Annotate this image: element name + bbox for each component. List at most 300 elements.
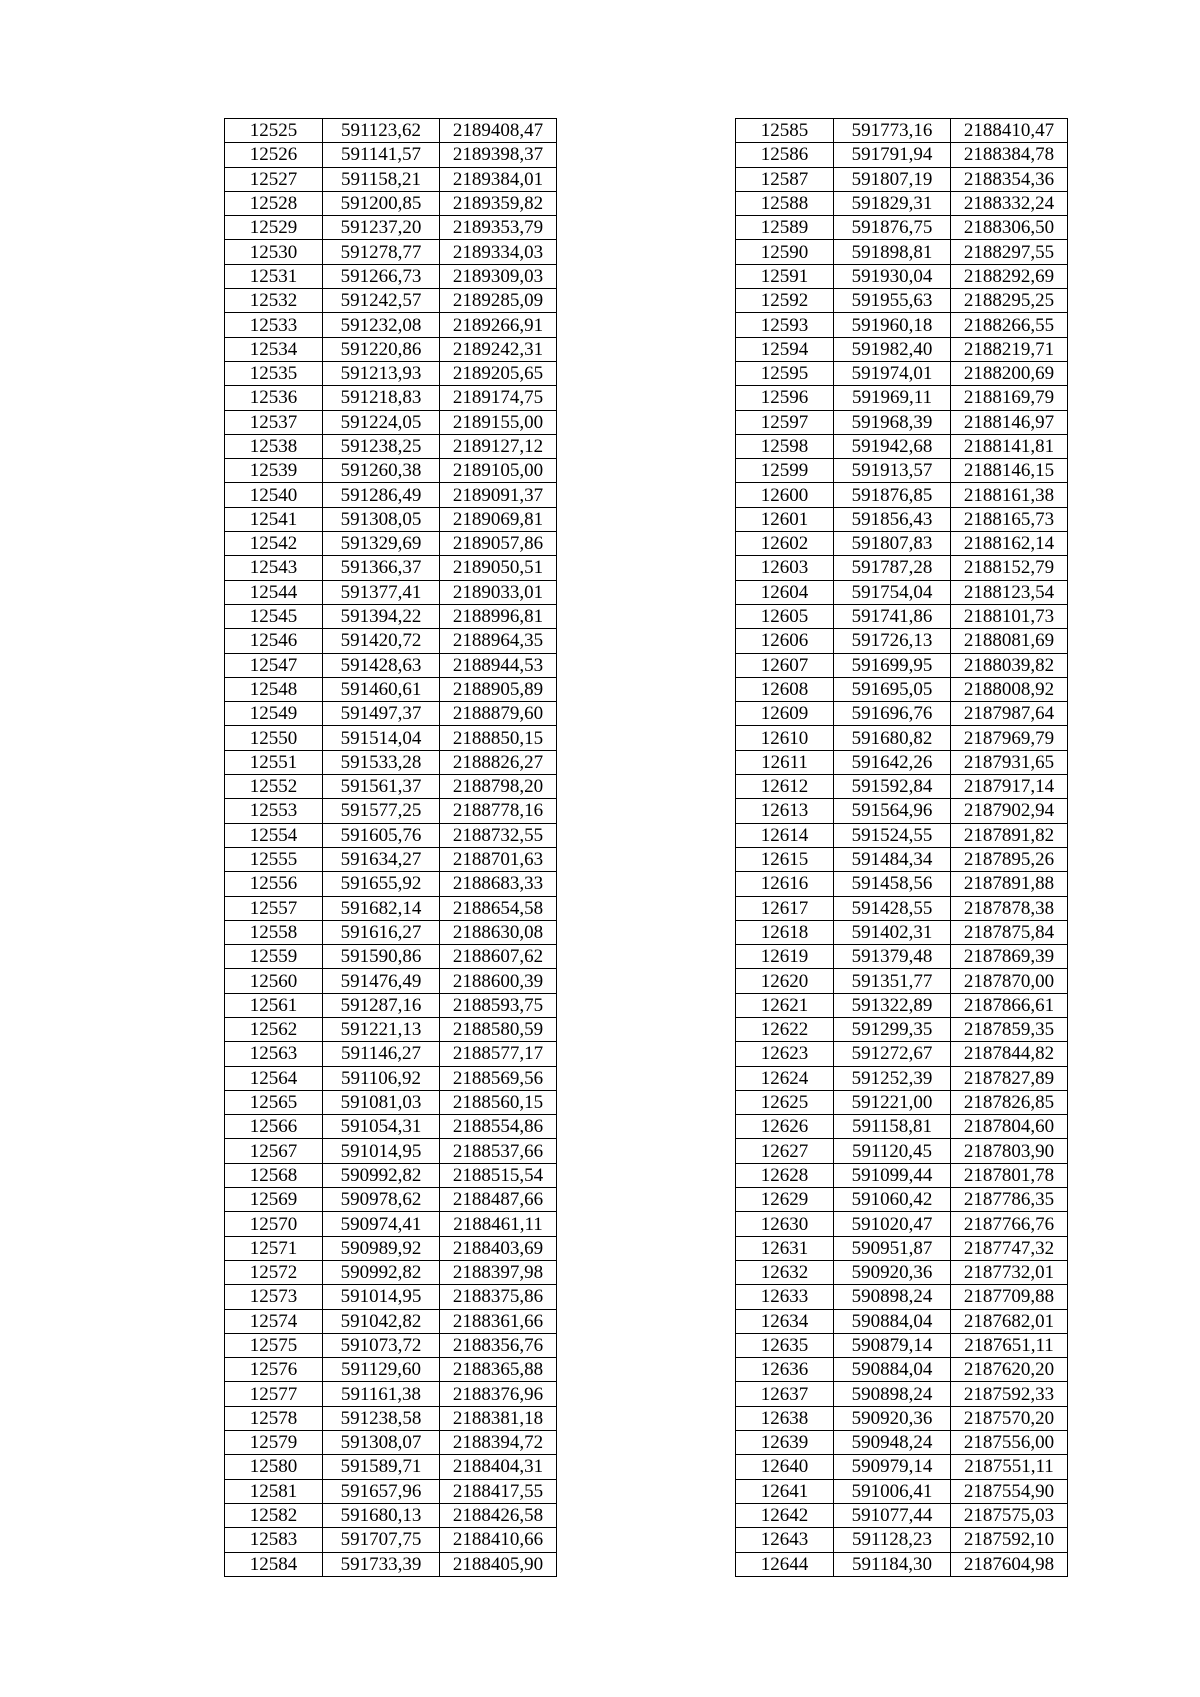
y-coordinate-cell: 2188295,25 xyxy=(951,289,1068,313)
table-row xyxy=(225,920,557,944)
point-number-cell: 12542 xyxy=(225,532,323,556)
table-row xyxy=(225,1358,557,1382)
point-number-cell: 12581 xyxy=(225,1479,323,1503)
x-coordinate-cell: 591616,27 xyxy=(323,920,440,944)
y-coordinate-cell: 2188332,24 xyxy=(951,191,1068,215)
x-coordinate-cell: 591287,16 xyxy=(323,993,440,1017)
table-row xyxy=(736,143,1068,167)
table-row xyxy=(225,1042,557,1066)
x-coordinate-cell: 591299,35 xyxy=(834,1017,951,1041)
point-number-cell: 12601 xyxy=(736,507,834,531)
y-coordinate-cell: 2187556,00 xyxy=(951,1431,1068,1455)
y-coordinate-cell: 2188577,17 xyxy=(440,1042,557,1066)
x-coordinate-cell: 591726,13 xyxy=(834,629,951,653)
point-number-cell: 12545 xyxy=(225,604,323,628)
x-coordinate-cell: 591014,95 xyxy=(323,1285,440,1309)
y-coordinate-cell: 2188600,39 xyxy=(440,969,557,993)
point-number-cell: 12594 xyxy=(736,337,834,361)
table-row xyxy=(225,1260,557,1284)
point-number-cell: 12642 xyxy=(736,1503,834,1527)
point-number-cell: 12551 xyxy=(225,750,323,774)
table-row xyxy=(736,410,1068,434)
point-number-cell: 12640 xyxy=(736,1455,834,1479)
table-row xyxy=(225,1066,557,1090)
x-coordinate-cell: 591514,04 xyxy=(323,726,440,750)
x-coordinate-cell: 591787,28 xyxy=(834,556,951,580)
x-coordinate-cell: 591898,81 xyxy=(834,240,951,264)
x-coordinate-cell: 591379,48 xyxy=(834,945,951,969)
y-coordinate-cell: 2187801,78 xyxy=(951,1163,1068,1187)
table-row xyxy=(225,483,557,507)
table-row xyxy=(225,1455,557,1479)
x-coordinate-cell: 591322,89 xyxy=(834,993,951,1017)
x-coordinate-cell: 591158,81 xyxy=(834,1115,951,1139)
point-number-cell: 12621 xyxy=(736,993,834,1017)
y-coordinate-cell: 2187969,79 xyxy=(951,726,1068,750)
table-row xyxy=(736,1115,1068,1139)
x-coordinate-cell: 591577,25 xyxy=(323,799,440,823)
table-row xyxy=(225,1309,557,1333)
point-number-cell: 12529 xyxy=(225,216,323,240)
table-row xyxy=(736,920,1068,944)
x-coordinate-cell: 591791,94 xyxy=(834,143,951,167)
coordinate-table-left xyxy=(224,118,557,1577)
table-row xyxy=(736,1358,1068,1382)
point-number-cell: 12602 xyxy=(736,532,834,556)
y-coordinate-cell: 2189205,65 xyxy=(440,361,557,385)
point-number-cell: 12560 xyxy=(225,969,323,993)
x-coordinate-cell: 591184,30 xyxy=(834,1552,951,1576)
table-row xyxy=(736,1503,1068,1527)
x-coordinate-cell: 591699,95 xyxy=(834,653,951,677)
y-coordinate-cell: 2188461,11 xyxy=(440,1212,557,1236)
y-coordinate-cell: 2187826,85 xyxy=(951,1090,1068,1114)
table-row xyxy=(736,847,1068,871)
x-coordinate-cell: 591458,56 xyxy=(834,872,951,896)
y-coordinate-cell: 2188554,86 xyxy=(440,1115,557,1139)
point-number-cell: 12592 xyxy=(736,289,834,313)
table-row xyxy=(736,750,1068,774)
point-number-cell: 12634 xyxy=(736,1309,834,1333)
table-row xyxy=(225,459,557,483)
point-number-cell: 12544 xyxy=(225,580,323,604)
y-coordinate-cell: 2188081,69 xyxy=(951,629,1068,653)
y-coordinate-cell: 2188394,72 xyxy=(440,1431,557,1455)
point-number-cell: 12543 xyxy=(225,556,323,580)
point-number-cell: 12604 xyxy=(736,580,834,604)
table-row xyxy=(736,653,1068,677)
table-row xyxy=(736,1163,1068,1187)
x-coordinate-cell: 591099,44 xyxy=(834,1163,951,1187)
x-coordinate-cell: 591158,21 xyxy=(323,167,440,191)
y-coordinate-cell: 2189050,51 xyxy=(440,556,557,580)
x-coordinate-cell: 590992,82 xyxy=(323,1260,440,1284)
x-coordinate-cell: 591876,75 xyxy=(834,216,951,240)
table-row xyxy=(736,556,1068,580)
point-number-cell: 12613 xyxy=(736,799,834,823)
point-number-cell: 12620 xyxy=(736,969,834,993)
x-coordinate-cell: 591238,25 xyxy=(323,434,440,458)
y-coordinate-cell: 2187592,10 xyxy=(951,1528,1068,1552)
point-number-cell: 12579 xyxy=(225,1431,323,1455)
point-number-cell: 12607 xyxy=(736,653,834,677)
x-coordinate-cell: 591590,86 xyxy=(323,945,440,969)
y-coordinate-cell: 2188219,71 xyxy=(951,337,1068,361)
table-row xyxy=(736,1455,1068,1479)
point-number-cell: 12603 xyxy=(736,556,834,580)
x-coordinate-cell: 590898,24 xyxy=(834,1382,951,1406)
x-coordinate-cell: 591014,95 xyxy=(323,1139,440,1163)
x-coordinate-cell: 591377,41 xyxy=(323,580,440,604)
point-number-cell: 12537 xyxy=(225,410,323,434)
point-number-cell: 12600 xyxy=(736,483,834,507)
point-number-cell: 12591 xyxy=(736,264,834,288)
x-coordinate-cell: 591286,49 xyxy=(323,483,440,507)
table-row xyxy=(225,1139,557,1163)
point-number-cell: 12533 xyxy=(225,313,323,337)
x-coordinate-cell: 591220,86 xyxy=(323,337,440,361)
x-coordinate-cell: 591680,82 xyxy=(834,726,951,750)
table-row xyxy=(736,264,1068,288)
y-coordinate-cell: 2187747,32 xyxy=(951,1236,1068,1260)
x-coordinate-cell: 590951,87 xyxy=(834,1236,951,1260)
y-coordinate-cell: 2187917,14 xyxy=(951,775,1068,799)
y-coordinate-cell: 2187866,61 xyxy=(951,993,1068,1017)
table-row xyxy=(225,993,557,1017)
point-number-cell: 12605 xyxy=(736,604,834,628)
x-coordinate-cell: 591329,69 xyxy=(323,532,440,556)
x-coordinate-cell: 591351,77 xyxy=(834,969,951,993)
y-coordinate-cell: 2188297,55 xyxy=(951,240,1068,264)
x-coordinate-cell: 590992,82 xyxy=(323,1163,440,1187)
table-row xyxy=(736,775,1068,799)
table-row xyxy=(736,1236,1068,1260)
point-number-cell: 12599 xyxy=(736,459,834,483)
x-coordinate-cell: 591428,63 xyxy=(323,653,440,677)
table-row xyxy=(225,556,557,580)
y-coordinate-cell: 2187895,26 xyxy=(951,847,1068,871)
y-coordinate-cell: 2188964,35 xyxy=(440,629,557,653)
y-coordinate-cell: 2188361,66 xyxy=(440,1309,557,1333)
point-number-cell: 12608 xyxy=(736,677,834,701)
y-coordinate-cell: 2188146,97 xyxy=(951,410,1068,434)
coordinate-table-left-body xyxy=(225,119,557,1577)
point-number-cell: 12554 xyxy=(225,823,323,847)
y-coordinate-cell: 2188654,58 xyxy=(440,896,557,920)
table-row xyxy=(225,386,557,410)
x-coordinate-cell: 590884,04 xyxy=(834,1309,951,1333)
table-row xyxy=(225,434,557,458)
point-number-cell: 12610 xyxy=(736,726,834,750)
table-row xyxy=(225,167,557,191)
coordinate-table-right-body xyxy=(736,119,1068,1577)
table-row xyxy=(736,459,1068,483)
point-number-cell: 12574 xyxy=(225,1309,323,1333)
point-number-cell: 12571 xyxy=(225,1236,323,1260)
table-row xyxy=(736,434,1068,458)
y-coordinate-cell: 2188580,59 xyxy=(440,1017,557,1041)
x-coordinate-cell: 591680,13 xyxy=(323,1503,440,1527)
point-number-cell: 12566 xyxy=(225,1115,323,1139)
point-number-cell: 12631 xyxy=(736,1236,834,1260)
x-coordinate-cell: 591266,73 xyxy=(323,264,440,288)
point-number-cell: 12558 xyxy=(225,920,323,944)
y-coordinate-cell: 2188165,73 xyxy=(951,507,1068,531)
table-row xyxy=(225,799,557,823)
y-coordinate-cell: 2188537,66 xyxy=(440,1139,557,1163)
point-number-cell: 12534 xyxy=(225,337,323,361)
table-row xyxy=(736,677,1068,701)
table-row xyxy=(736,1333,1068,1357)
point-number-cell: 12539 xyxy=(225,459,323,483)
y-coordinate-cell: 2188426,58 xyxy=(440,1503,557,1527)
table-row xyxy=(225,507,557,531)
table-row xyxy=(736,1188,1068,1212)
point-number-cell: 12609 xyxy=(736,702,834,726)
x-coordinate-cell: 591120,45 xyxy=(834,1139,951,1163)
table-row xyxy=(736,629,1068,653)
x-coordinate-cell: 591161,38 xyxy=(323,1382,440,1406)
y-coordinate-cell: 2188403,69 xyxy=(440,1236,557,1260)
table-row xyxy=(225,1090,557,1114)
table-row xyxy=(736,386,1068,410)
x-coordinate-cell: 591081,03 xyxy=(323,1090,440,1114)
x-coordinate-cell: 591655,92 xyxy=(323,872,440,896)
y-coordinate-cell: 2187592,33 xyxy=(951,1382,1068,1406)
x-coordinate-cell: 591773,16 xyxy=(834,119,951,143)
table-row xyxy=(225,1333,557,1357)
x-coordinate-cell: 591146,27 xyxy=(323,1042,440,1066)
table-row xyxy=(736,993,1068,1017)
x-coordinate-cell: 591394,22 xyxy=(323,604,440,628)
x-coordinate-cell: 591428,55 xyxy=(834,896,951,920)
y-coordinate-cell: 2188826,27 xyxy=(440,750,557,774)
table-row xyxy=(225,1285,557,1309)
table-row xyxy=(736,313,1068,337)
table-row xyxy=(225,289,557,313)
point-number-cell: 12597 xyxy=(736,410,834,434)
table-row xyxy=(736,1552,1068,1576)
x-coordinate-cell: 591682,14 xyxy=(323,896,440,920)
point-number-cell: 12589 xyxy=(736,216,834,240)
point-number-cell: 12583 xyxy=(225,1528,323,1552)
x-coordinate-cell: 591589,71 xyxy=(323,1455,440,1479)
table-row xyxy=(225,823,557,847)
point-number-cell: 12616 xyxy=(736,872,834,896)
y-coordinate-cell: 2189069,81 xyxy=(440,507,557,531)
point-number-cell: 12636 xyxy=(736,1358,834,1382)
table-row xyxy=(736,1382,1068,1406)
table-row xyxy=(225,1552,557,1576)
y-coordinate-cell: 2187604,98 xyxy=(951,1552,1068,1576)
point-number-cell: 12637 xyxy=(736,1382,834,1406)
point-number-cell: 12629 xyxy=(736,1188,834,1212)
x-coordinate-cell: 591524,55 xyxy=(834,823,951,847)
y-coordinate-cell: 2188162,14 xyxy=(951,532,1068,556)
point-number-cell: 12550 xyxy=(225,726,323,750)
x-coordinate-cell: 591252,39 xyxy=(834,1066,951,1090)
x-coordinate-cell: 590948,24 xyxy=(834,1431,951,1455)
y-coordinate-cell: 2187902,94 xyxy=(951,799,1068,823)
y-coordinate-cell: 2188169,79 xyxy=(951,386,1068,410)
point-number-cell: 12531 xyxy=(225,264,323,288)
x-coordinate-cell: 591073,72 xyxy=(323,1333,440,1357)
table-row xyxy=(225,677,557,701)
x-coordinate-cell: 591106,92 xyxy=(323,1066,440,1090)
x-coordinate-cell: 591942,68 xyxy=(834,434,951,458)
x-coordinate-cell: 591006,41 xyxy=(834,1479,951,1503)
y-coordinate-cell: 2189359,82 xyxy=(440,191,557,215)
y-coordinate-cell: 2187554,90 xyxy=(951,1479,1068,1503)
table-row xyxy=(736,1017,1068,1041)
point-number-cell: 12556 xyxy=(225,872,323,896)
table-row xyxy=(225,750,557,774)
x-coordinate-cell: 590978,62 xyxy=(323,1188,440,1212)
y-coordinate-cell: 2188560,15 xyxy=(440,1090,557,1114)
point-number-cell: 12578 xyxy=(225,1406,323,1430)
y-coordinate-cell: 2187931,65 xyxy=(951,750,1068,774)
point-number-cell: 12530 xyxy=(225,240,323,264)
point-number-cell: 12568 xyxy=(225,1163,323,1187)
point-number-cell: 12588 xyxy=(736,191,834,215)
x-coordinate-cell: 590898,24 xyxy=(834,1285,951,1309)
table-row xyxy=(225,604,557,628)
table-row xyxy=(736,507,1068,531)
point-number-cell: 12548 xyxy=(225,677,323,701)
x-coordinate-cell: 591497,37 xyxy=(323,702,440,726)
table-row xyxy=(225,969,557,993)
x-coordinate-cell: 591123,62 xyxy=(323,119,440,143)
x-coordinate-cell: 591237,20 xyxy=(323,216,440,240)
point-number-cell: 12582 xyxy=(225,1503,323,1527)
y-coordinate-cell: 2188365,88 xyxy=(440,1358,557,1382)
point-number-cell: 12528 xyxy=(225,191,323,215)
table-row xyxy=(736,337,1068,361)
y-coordinate-cell: 2189105,00 xyxy=(440,459,557,483)
y-coordinate-cell: 2188515,54 xyxy=(440,1163,557,1187)
point-number-cell: 12630 xyxy=(736,1212,834,1236)
x-coordinate-cell: 591060,42 xyxy=(834,1188,951,1212)
point-number-cell: 12627 xyxy=(736,1139,834,1163)
table-row xyxy=(225,1382,557,1406)
point-number-cell: 12643 xyxy=(736,1528,834,1552)
y-coordinate-cell: 2188008,92 xyxy=(951,677,1068,701)
table-row xyxy=(225,1188,557,1212)
x-coordinate-cell: 591969,11 xyxy=(834,386,951,410)
y-coordinate-cell: 2188405,90 xyxy=(440,1552,557,1576)
y-coordinate-cell: 2188381,18 xyxy=(440,1406,557,1430)
x-coordinate-cell: 591733,39 xyxy=(323,1552,440,1576)
point-number-cell: 12572 xyxy=(225,1260,323,1284)
table-row xyxy=(225,1115,557,1139)
x-coordinate-cell: 591484,34 xyxy=(834,847,951,871)
table-row xyxy=(225,119,557,143)
x-coordinate-cell: 591020,47 xyxy=(834,1212,951,1236)
x-coordinate-cell: 590989,92 xyxy=(323,1236,440,1260)
x-coordinate-cell: 591829,31 xyxy=(834,191,951,215)
table-row xyxy=(736,702,1068,726)
table-row xyxy=(225,775,557,799)
point-number-cell: 12555 xyxy=(225,847,323,871)
y-coordinate-cell: 2189057,86 xyxy=(440,532,557,556)
x-coordinate-cell: 591592,84 xyxy=(834,775,951,799)
y-coordinate-cell: 2188356,76 xyxy=(440,1333,557,1357)
x-coordinate-cell: 591402,31 xyxy=(834,920,951,944)
point-number-cell: 12575 xyxy=(225,1333,323,1357)
point-number-cell: 12619 xyxy=(736,945,834,969)
y-coordinate-cell: 2189353,79 xyxy=(440,216,557,240)
point-number-cell: 12552 xyxy=(225,775,323,799)
point-number-cell: 12527 xyxy=(225,167,323,191)
table-row xyxy=(225,896,557,920)
point-number-cell: 12638 xyxy=(736,1406,834,1430)
x-coordinate-cell: 591242,57 xyxy=(323,289,440,313)
point-number-cell: 12614 xyxy=(736,823,834,847)
table-row xyxy=(225,872,557,896)
table-row xyxy=(225,1479,557,1503)
x-coordinate-cell: 591642,26 xyxy=(834,750,951,774)
table-row xyxy=(225,191,557,215)
y-coordinate-cell: 2188996,81 xyxy=(440,604,557,628)
y-coordinate-cell: 2189285,09 xyxy=(440,289,557,313)
y-coordinate-cell: 2188487,66 xyxy=(440,1188,557,1212)
y-coordinate-cell: 2187859,35 xyxy=(951,1017,1068,1041)
point-number-cell: 12526 xyxy=(225,143,323,167)
x-coordinate-cell: 591856,43 xyxy=(834,507,951,531)
y-coordinate-cell: 2188384,78 xyxy=(951,143,1068,167)
table-row xyxy=(225,143,557,167)
x-coordinate-cell: 591657,96 xyxy=(323,1479,440,1503)
point-number-cell: 12536 xyxy=(225,386,323,410)
y-coordinate-cell: 2189309,03 xyxy=(440,264,557,288)
point-number-cell: 12585 xyxy=(736,119,834,143)
table-row xyxy=(736,945,1068,969)
x-coordinate-cell: 591696,76 xyxy=(834,702,951,726)
x-coordinate-cell: 591213,93 xyxy=(323,361,440,385)
table-row xyxy=(736,969,1068,993)
table-row xyxy=(736,216,1068,240)
y-coordinate-cell: 2188039,82 xyxy=(951,653,1068,677)
table-row xyxy=(736,240,1068,264)
point-number-cell: 12540 xyxy=(225,483,323,507)
x-coordinate-cell: 591707,75 xyxy=(323,1528,440,1552)
point-number-cell: 12547 xyxy=(225,653,323,677)
y-coordinate-cell: 2188200,69 xyxy=(951,361,1068,385)
point-number-cell: 12567 xyxy=(225,1139,323,1163)
table-row xyxy=(736,1139,1068,1163)
point-number-cell: 12570 xyxy=(225,1212,323,1236)
x-coordinate-cell: 591129,60 xyxy=(323,1358,440,1382)
y-coordinate-cell: 2188292,69 xyxy=(951,264,1068,288)
y-coordinate-cell: 2188306,50 xyxy=(951,216,1068,240)
y-coordinate-cell: 2188850,15 xyxy=(440,726,557,750)
table-row xyxy=(225,1406,557,1430)
table-row xyxy=(736,1285,1068,1309)
y-coordinate-cell: 2187869,39 xyxy=(951,945,1068,969)
x-coordinate-cell: 591982,40 xyxy=(834,337,951,361)
y-coordinate-cell: 2189091,37 xyxy=(440,483,557,507)
y-coordinate-cell: 2187682,01 xyxy=(951,1309,1068,1333)
y-coordinate-cell: 2188607,62 xyxy=(440,945,557,969)
y-coordinate-cell: 2188879,60 xyxy=(440,702,557,726)
table-row xyxy=(736,1309,1068,1333)
table-row xyxy=(736,580,1068,604)
table-row xyxy=(736,1212,1068,1236)
point-number-cell: 12557 xyxy=(225,896,323,920)
coordinate-table-right xyxy=(735,118,1068,1577)
table-row xyxy=(225,945,557,969)
y-coordinate-cell: 2189384,01 xyxy=(440,167,557,191)
